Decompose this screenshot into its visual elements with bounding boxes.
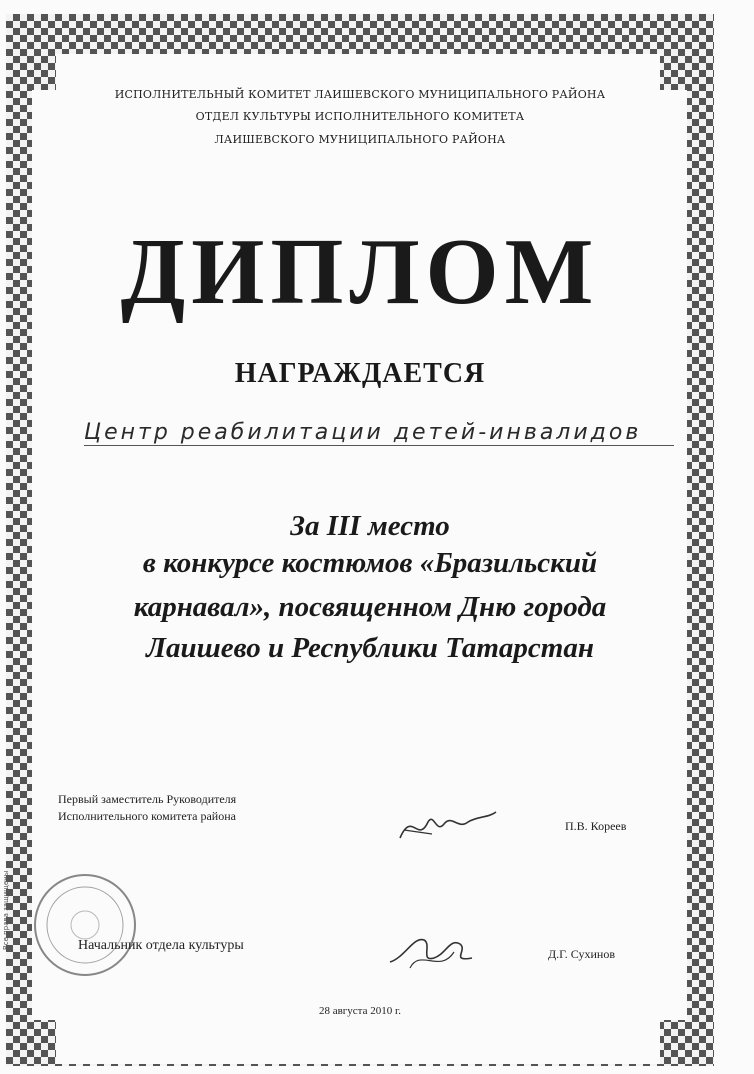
signer1-position-line2: Исполнительного комитета района: [58, 809, 236, 823]
header-line-1: ИСПОЛНИТЕЛЬНЫЙ КОМИТЕТ ЛАИШЕВСКОГО МУНИЦИПАЛЬНОГО РАЙОНА: [114, 88, 606, 101]
reason-line-2: в конкурсе костюмов «Бразильский: [142, 547, 598, 579]
signer1-position-line1: Первый заместитель Руководителя: [58, 792, 237, 806]
signature-1-handwritten: [392, 800, 502, 850]
official-seal: [30, 870, 140, 980]
awarded-label: НАГРАЖДАЕТСЯ: [234, 358, 486, 389]
reason-line-1: За III место: [290, 510, 450, 542]
header-line-2: ОТДЕЛ КУЛЬТУРЫ ИСПОЛНИТЕЛЬНОГО КОМИТЕТА: [195, 110, 525, 123]
signer1-name: П.В. Кореев: [565, 819, 627, 833]
diploma-title: ДИПЛОМ: [120, 220, 600, 324]
signer2-position: Начальник отдела культуры: [78, 938, 244, 953]
reason-line-3: карнавал», посвященном Дню города: [133, 591, 607, 623]
signature-2-handwritten: [380, 918, 480, 978]
issue-date: 28 августа 2010 г.: [318, 1005, 402, 1017]
header-line-3: ЛАИШЕВСКОГО МУНИЦИПАЛЬНОГО РАЙОНА: [214, 133, 506, 146]
signer2-name: Д.Г. Сухинов: [548, 947, 615, 961]
side-note: Все права защищены: [2, 870, 10, 950]
reason-line-4: Лаишево и Республики Татарстан: [146, 632, 594, 664]
recipient-handwritten: Центр реабилитации детей-инвалидов: [84, 420, 674, 446]
